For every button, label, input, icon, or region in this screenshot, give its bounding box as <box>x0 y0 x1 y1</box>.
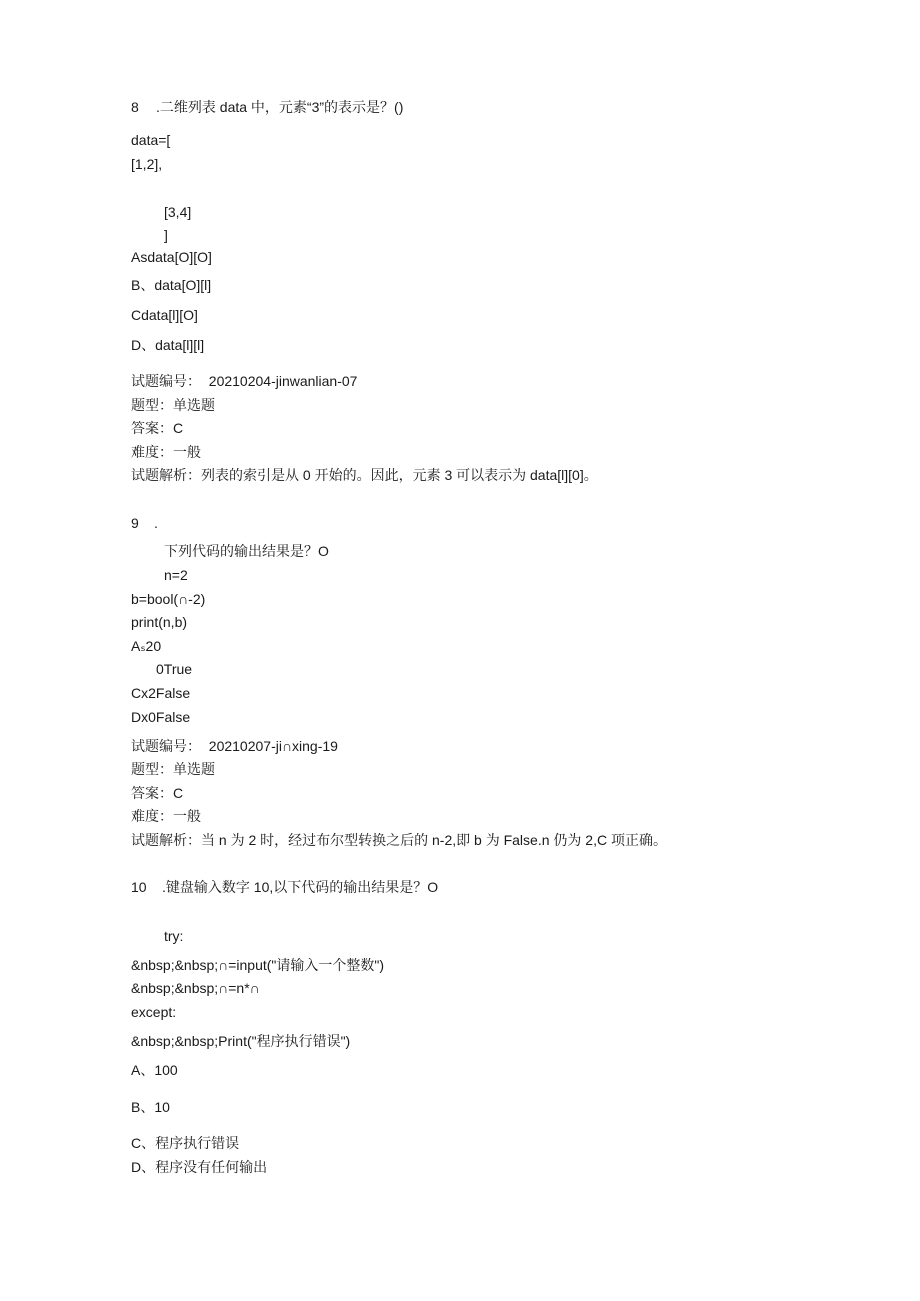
question-9-code-line: print(n,b) <box>131 614 188 630</box>
question-10-code-line: &nbsp;&nbsp;∩=n*∩ <box>131 980 260 996</box>
question-8-code-line: [3,4] <box>164 204 192 220</box>
question-10-code-line: except: <box>131 1004 177 1020</box>
question-8-code-line: ] <box>164 227 168 243</box>
question-8-answer: 答案：C <box>131 420 184 436</box>
question-8-code-line: data=[ <box>131 132 171 148</box>
question-8-analysis: 试题解析：列表的索引是从 0 开始的。因此，元素 3 可以表示为 data[l][0]。 <box>131 467 598 483</box>
question-8-option-b: B、data[O][l] <box>131 277 212 293</box>
question-10-stem: .键盘输入数字 10,以下代码的输出结果是？O <box>162 879 439 895</box>
question-8-number: 8 <box>131 99 139 115</box>
question-9-number: 9 <box>131 515 139 531</box>
question-9-stem: 下列代码的输出结果是？O <box>164 543 329 559</box>
question-8-option-d: D、data[l][l] <box>131 337 205 353</box>
question-10-option-b: B、10 <box>131 1099 170 1115</box>
question-9-option-d: Dx0False <box>131 709 191 725</box>
question-10-code-line: try: <box>164 928 184 944</box>
question-9-option-b: 0True <box>156 661 193 677</box>
question-9-difficulty: 难度：一般 <box>131 808 201 824</box>
question-8-difficulty: 难度：一般 <box>131 444 201 460</box>
question-9-option-c: Cx2False <box>131 685 191 701</box>
question-10-option-c: C、程序执行错误 <box>131 1135 240 1151</box>
question-10-option-d: D、程序没有任何输出 <box>131 1159 268 1175</box>
question-10-code-line: &nbsp;&nbsp;Print("程序执行错误") <box>131 1033 351 1049</box>
question-9-option-a: Aₛ20 <box>131 638 162 654</box>
question-10-option-a: A、100 <box>131 1062 178 1078</box>
question-9-code-line: n=2 <box>164 567 188 583</box>
question-8-option-c: Cdata[l][O] <box>131 307 198 323</box>
question-10-number: 10 <box>131 879 147 895</box>
question-9-type: 题型：单选题 <box>131 761 215 777</box>
question-9-dot: . <box>154 515 158 531</box>
question-8-code-line: [1,2], <box>131 156 163 172</box>
question-8-id: 试题编号： 20210204-jinwanlian-07 <box>131 373 358 389</box>
question-9-analysis: 试题解析：当 n 为 2 时，经过布尔型转换之后的 n-2,即 b 为 False.n 仍为 2,C 项正确。 <box>131 832 667 848</box>
question-8-stem: .二维列表 data 中，元素“3”的表示是？() <box>156 99 404 115</box>
question-9-code-line: b=bool(∩-2) <box>131 591 206 607</box>
question-9-answer: 答案：C <box>131 785 184 801</box>
question-9-id: 试题编号： 20210207-ji∩xing-19 <box>131 738 338 754</box>
question-8-option-a: Asdata[O][O] <box>131 249 212 265</box>
question-8-type: 题型：单选题 <box>131 397 215 413</box>
question-10-code-line: &nbsp;&nbsp;∩=input("请输入一个整数") <box>131 957 385 973</box>
